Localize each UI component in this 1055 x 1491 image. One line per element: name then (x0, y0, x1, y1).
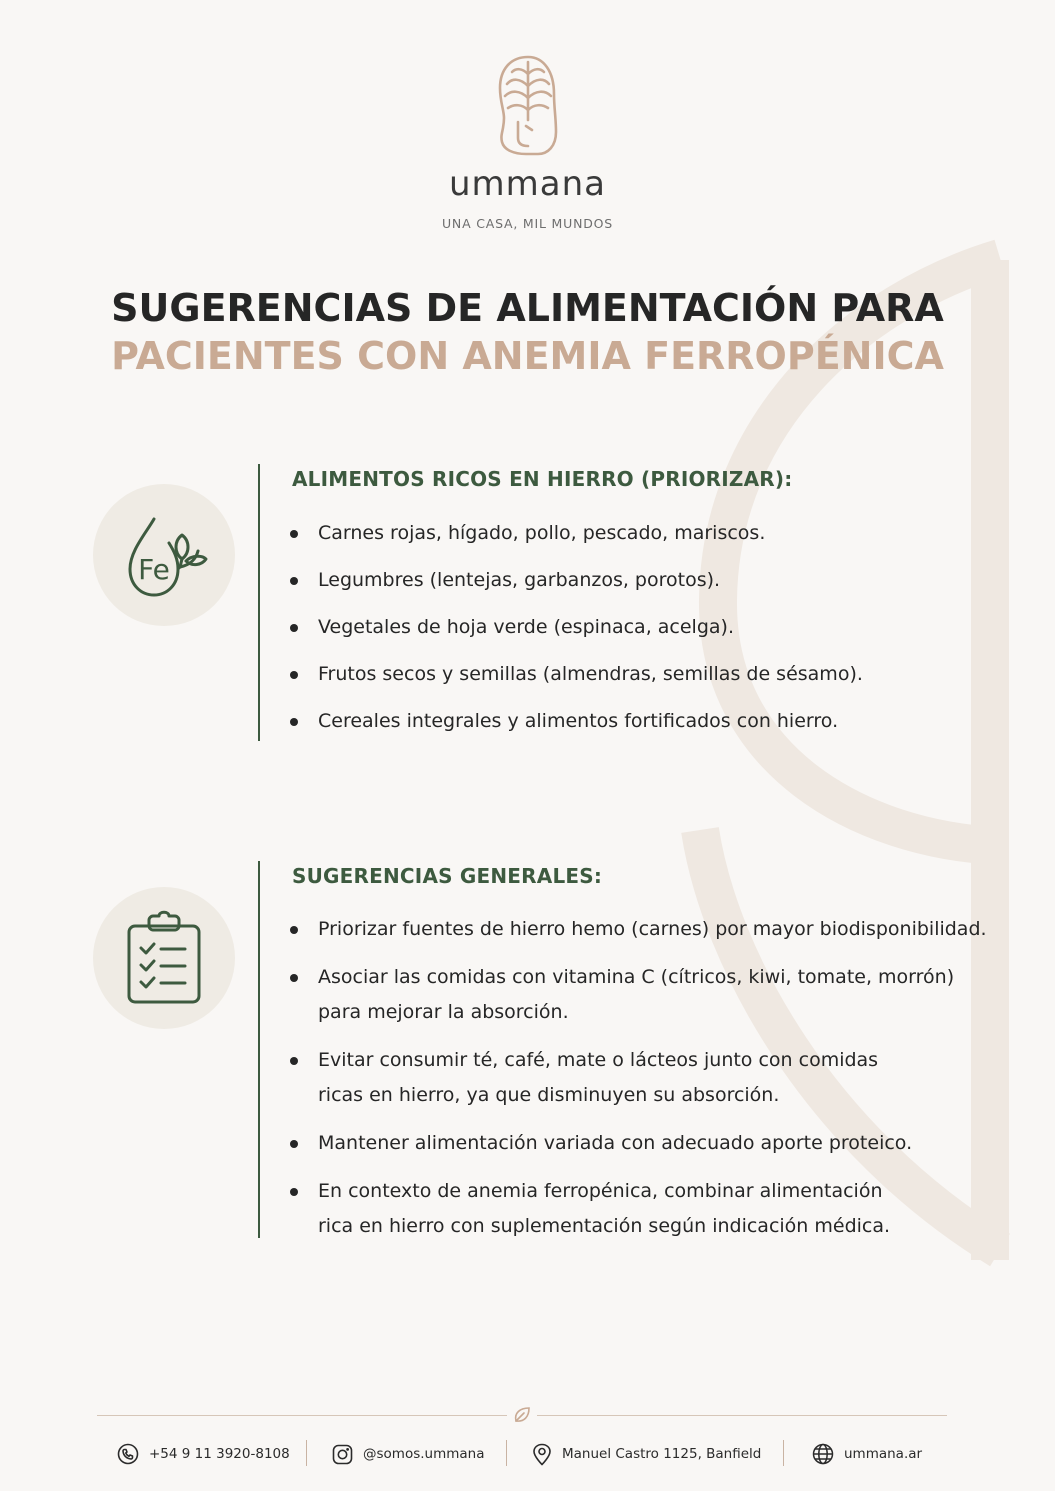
tree-head-logo-icon (496, 54, 560, 158)
list-item (288, 516, 863, 551)
bullet-point (290, 577, 298, 585)
section-heading: SUGERENCIAS GENERALES: (292, 864, 603, 888)
list-item-text: para mejorar la absorción. (318, 1001, 569, 1023)
clipboard-checklist-icon (119, 908, 209, 1008)
list-item-text: Vegetales de hoja verde (espinaca, acelga). (318, 616, 734, 638)
bullet-point (290, 671, 298, 679)
list-item (288, 912, 987, 947)
checklist-icon-circle (93, 887, 235, 1029)
list-item (288, 657, 863, 692)
general-suggestions-list (288, 912, 987, 1257)
list-item-text: Mantener alimentación variada con adecuado aporte proteico. (318, 1132, 913, 1154)
list-item (288, 563, 863, 598)
phone-number: +54 9 11 3920-8108 (149, 1446, 290, 1462)
footer-separator (506, 1440, 507, 1466)
instagram-handle: @somos.ummana (363, 1446, 485, 1462)
iron-foods-list (288, 516, 863, 751)
brand-tagline: UNA CASA, MIL MUNDOS (441, 216, 614, 231)
bullet-point (290, 1188, 298, 1196)
list-item (288, 1043, 987, 1113)
section-divider-line (258, 464, 260, 741)
section-divider-line (258, 861, 260, 1238)
address-contact[interactable] (532, 1438, 761, 1470)
list-item (288, 1126, 987, 1161)
list-item-text: Frutos secos y semillas (almendras, semillas de sésamo). (318, 663, 863, 685)
title-line-2: PACIENTES CON ANEMIA FERROPÉNICA (111, 334, 944, 378)
footer-separator (306, 1440, 307, 1466)
website-contact[interactable] (812, 1438, 922, 1470)
list-item (288, 960, 987, 1030)
globe-icon (812, 1443, 834, 1465)
brand-header (0, 54, 1055, 231)
phone-contact[interactable] (117, 1438, 290, 1470)
address-text: Manuel Castro 1125, Banfield (562, 1446, 762, 1462)
list-item-text: Evitar consumir té, café, mate o lácteos junto con comidas (318, 1049, 879, 1071)
section-heading: ALIMENTOS RICOS EN HIERRO (PRIORIZAR): (292, 467, 793, 491)
instagram-contact[interactable] (332, 1438, 485, 1470)
list-item-text: rica en hierro con suplementación según indicación médica. (318, 1215, 891, 1237)
bullet-point (290, 1140, 298, 1148)
location-pin-icon (532, 1443, 552, 1466)
list-item (288, 610, 863, 645)
list-item-text: Priorizar fuentes de hierro hemo (carnes) por mayor biodisponibilidad. (318, 918, 987, 940)
instagram-icon (332, 1444, 353, 1465)
phone-icon (117, 1443, 139, 1465)
list-item-text: Legumbres (lentejas, garbanzos, porotos). (318, 569, 721, 591)
list-item (288, 1174, 987, 1244)
list-item-text: Cereales integrales y alimentos fortificados con hierro. (318, 710, 839, 732)
list-item-text: Carnes rojas, hígado, pollo, pescado, mariscos. (318, 522, 766, 544)
list-item-text: Asociar las comidas con vitamina C (cítricos, kiwi, tomate, morrón) (318, 966, 955, 988)
list-item-text: ricas en hierro, ya que disminuyen su absorción. (318, 1084, 780, 1106)
contact-footer (0, 1438, 1055, 1470)
title-line-1: SUGERENCIAS DE ALIMENTACIÓN PARA (111, 286, 944, 330)
footer-separator (783, 1440, 784, 1466)
page-title (0, 284, 1055, 380)
bullet-point (290, 1057, 298, 1065)
bullet-point (290, 974, 298, 982)
website-url: ummana.ar (844, 1446, 923, 1462)
iron-symbol: Fe (138, 553, 170, 586)
iron-icon-circle (93, 484, 235, 626)
iron-drop-icon (116, 507, 212, 603)
brand-name: ummana (448, 164, 606, 204)
bullet-point (290, 718, 298, 726)
leaf-icon (507, 1403, 537, 1427)
bullet-point (290, 926, 298, 934)
bullet-point (290, 624, 298, 632)
list-item-text: En contexto de anemia ferropénica, combinar alimentación (318, 1180, 883, 1202)
list-item (288, 704, 863, 739)
bullet-point (290, 530, 298, 538)
